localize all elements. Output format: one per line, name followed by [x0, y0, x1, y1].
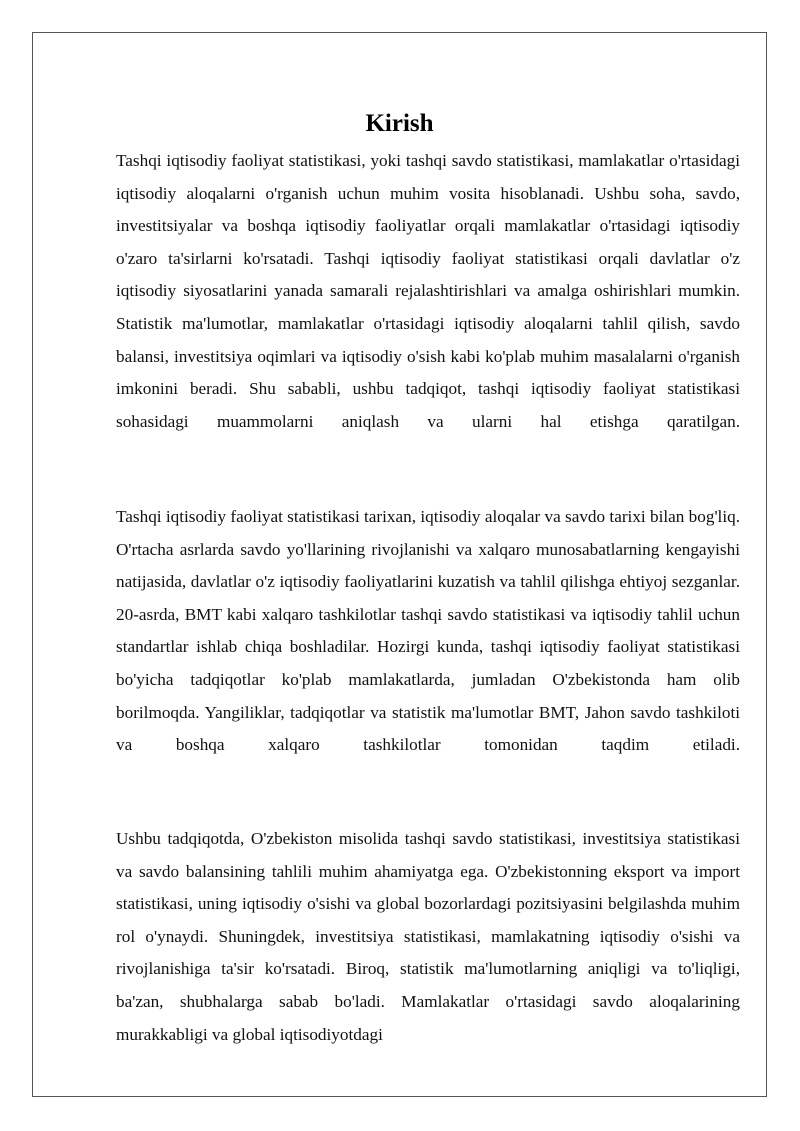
document-page — [32, 32, 767, 1097]
paragraph-1: Tashqi iqtisodiy faoliyat statistikasi, yoki tashqi savdo statistikasi, mamlakatlar o'rtasidagi iqtisodiy aloqalarni o'rganish uchun muhim vosita hisoblanadi. Ushbu soha, savdo, investitsiyalar va boshqa iqtisodiy faoliyatlar orqali mamlakatlar o'rtasidagi iqtisodiy o'zaro ta'sirlarni ko'rsatadi. Tashqi iqtisodiy faoliyat statistikasi orqali davlatlar o'z iqtisodiy siyosatlarini yanada samarali rejalashtirishlari va amalga oshirishlari mumkin. Statistik ma'lumotlar, mamlakatlar o'rtasidagi iqtisodiy aloqalarni tahlil qilish, savdo balansi, investitsiya oqimlari va iqtisodiy o'sish kabi ko'plab muhim masalalarni o'rganish imkonini beradi. Shu sababli, ushbu tadqiqot, tashqi iqtisodiy faoliyat statistikasi sohasidagi muammolarni aniqlash va ularni hal etishga qaratilgan. — [116, 151, 740, 431]
paragraph-3: Ushbu tadqiqotda, O'zbekiston misolida tashqi savdo statistikasi, investitsiya statistikasi va savdo balansining tahlili muhim ahamiyatga ega. O'zbekistonning eksport va import statistikasi, uning iqtisodiy o'sishi va global bozorlardagi pozitsiyasini belgilashda muhim rol o'ynaydi. Shuningdek, investitsiya statistikasi, mamlakatning iqtisodiy o'sishi va rivojlanishiga ta'sir ko'rsatadi. Biroq, statistik ma'lumotlarning aniqligi va to'liqligi, ba'zan, shubhalarga sabab bo'ladi. Mamlakatlar o'rtasidagi savdo aloqalarining murakkabligi va global iqtisodiyotdagi — [116, 829, 740, 1044]
page-title: Kirish — [365, 110, 434, 137]
paragraph-2: Tashqi iqtisodiy faoliyat statistikasi tarixan, iqtisodiy aloqalar va savdo tarixi bilan bog'liq. O'rtacha asrlarda savdo yo'llarining rivojlanishi va xalqaro munosabatlarning kengayishi natijasida, davlatlar o'z iqtisodiy faoliyatlarini kuzatish va tahlil qilishga ehtiyoj sezganlar. 20-asrda, BMT kabi xalqaro tashkilotlar tashqi savdo statistikasi va iqtisodiy tahlil uchun standartlar ishlab chiqa boshladilar. Hozirgi kunda, tashqi iqtisodiy faoliyat statistikasi bo'yicha tadqiqotlar ko'plab mamlakatlarda, jumladan O'zbekistonda ham olib borilmoqda. Yangiliklar, tadqiqotlar va statistik ma'lumotlar BMT, Jahon savdo tashkiloti va boshqa xalqaro tashkilotlar tomonidan taqdim etiladi. — [116, 507, 740, 755]
